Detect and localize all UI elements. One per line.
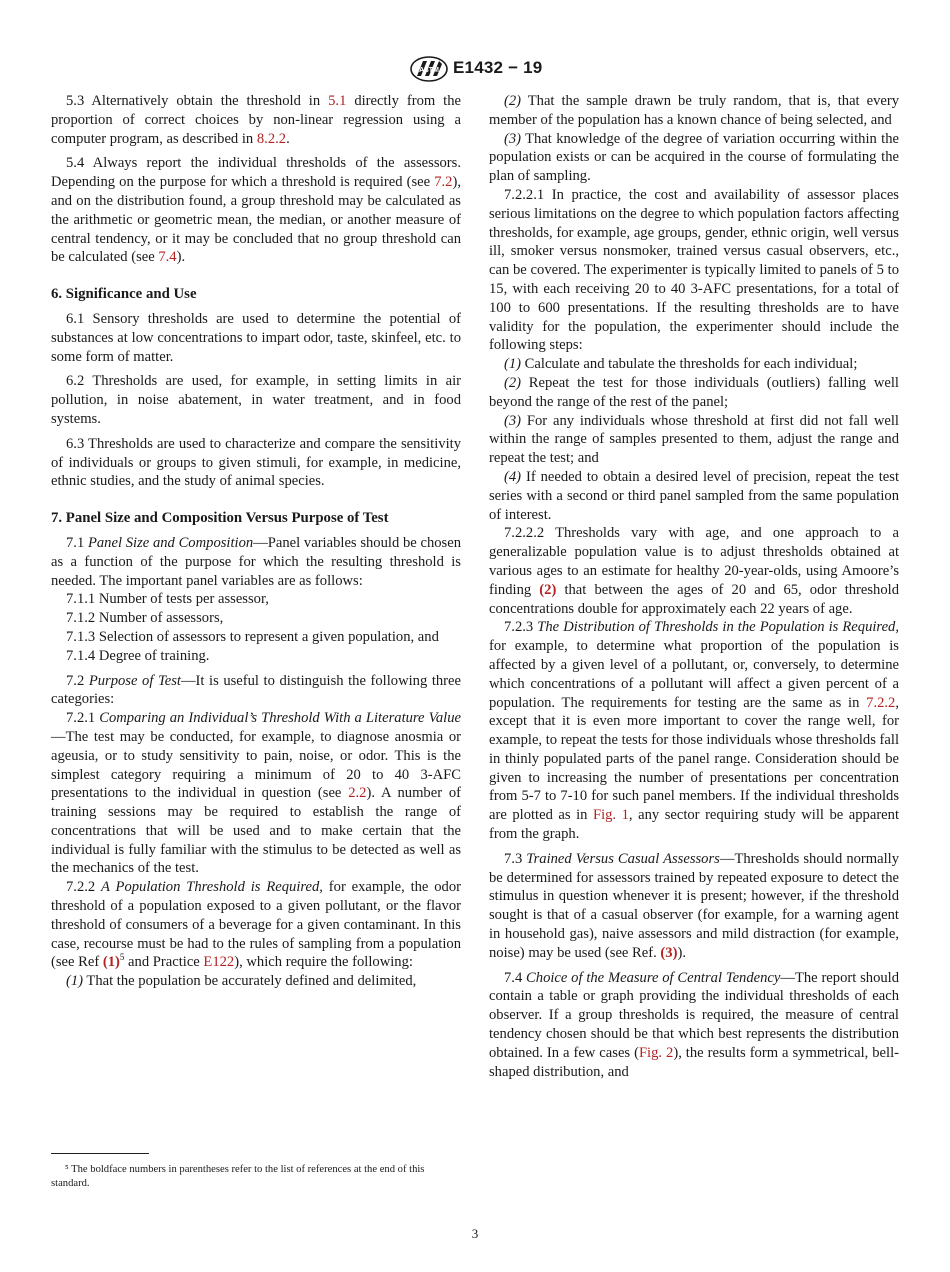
section-6-1: 6.1 Sensory thresholds are used to determine the potential of substances at low concentrations to impart odor, taste, skinfeel, etc. to some form of matter. (51, 310, 461, 365)
link-ref-3[interactable]: (3) (660, 944, 678, 961)
link-ref-1[interactable]: (1) (102, 954, 120, 971)
section-7-2-2-1: 7.2.2.1 In practice, the cost and availability of assessor places serious limitations on the degree to which population factors affecting thresholds, for example, age groups, gender, ethnic origin, well versus ill, smoker versus nonsmoker, trained versus casual observers, etc., can be covered. The experimenter is typically limited to panels of 5 to 15, with each receiving 20 to 40 3-AFC presentations, for a total of 100 to 600 presentations. If the resulting thresholds are to have validity for the population, the experimenter should include the following steps: (489, 186, 899, 354)
section-7-1: 7.1 Panel Size and Composition—Panel variables should be chosen as a function of the purpose for which the resulting threshold is needed. The important panel variables are as follows: (51, 534, 461, 589)
step-4: (4) If needed to obtain a desired level of precision, repeat the test series with a second or third panel sampled from the same population of interest. (489, 468, 899, 523)
section-7-1-1: 7.1.1 Number of tests per assessor, (66, 591, 269, 608)
section-7-3: 7.3 Trained Versus Casual Assessors—Thresholds should normally be determined for assessors trained by repeated exposure to detect the stimulus in question whenever it is present; however, if the threshold sought is that of a casual observer (for example, for a warning agent in household gas), naive assessors and mild distraction (for example, noise) may be used (see Ref. (3)). (489, 850, 900, 961)
step-1: (1) Calculate and tabulate the thresholds for each individual; (504, 356, 858, 373)
left-column (51, 92, 461, 991)
link-7-2[interactable]: 7.2 (434, 174, 453, 191)
section-7-2: 7.2 Purpose of Test—It is useful to distinguish the following three categories: (51, 672, 461, 708)
step-3: (3) For any individuals whose threshold at first did not fall well within the range of samples presented to them, adjust the range and repeat the test; and (489, 412, 899, 467)
section-7-1-3: 7.1.3 Selection of assessors to represent a given population, and (66, 628, 439, 645)
heading-section-7: 7. Panel Size and Composition Versus Purpose of Test (51, 510, 389, 527)
link-5-1[interactable]: 5.1 (328, 93, 347, 109)
link-2-2[interactable]: 2.2 (348, 785, 367, 802)
link-8-2-2[interactable]: 8.2.2 (256, 130, 287, 147)
page-header (0, 56, 950, 82)
page-number: 3 (471, 1226, 479, 1241)
section-7-2-1: 7.2.1 Comparing an Individual’s Threshold With a Literature Value—The test may be conducted, for example, to diagnose anosmia or ageusia, or to study sensitivity to pain, noise, or odor. This is the simplest category requiring a minimum of 20 to 40 3-AFC presentations to the individual in question (see 2.2). A number of training sessions may be required to establish the range of concentrations that will be used and to make certain that the individual is fully familiar with the stimulus to be detected as well as the mechanics of the test. (51, 710, 461, 877)
section-7-1-4: 7.1.4 Degree of training. (66, 647, 210, 664)
requirement-2: (2) That the sample drawn be truly random, that is, that every member of the population has a known chance of being selected, and (489, 93, 899, 128)
footnote-5: ⁵ The boldface numbers in parentheses refer to the list of references at the end of this standard. (51, 1164, 425, 1189)
section-7-2-3: 7.2.3 The Distribution of Thresholds in the Population is Required, for example, to determine what proportion of the population is affected by a given level of a pollutant, or, conversely, to determine which concentrations of a pollutant will affect a given percent of a population. The requirements for testing are the same as in 7.2.2, except that it is even more important to cover the range well, for example, to repeat the tests for those individuals whose thresholds fall in thinly populated parts of the panel range. Consideration should be given to increasing the number of presentations per concentration from 5-7 to 7-10 for such panel members. If the individual thresholds are plotted as in Fig. 1, any sector requiring study will be apparent from the graph. (489, 619, 900, 843)
section-7-1-2: 7.1.2 Number of assessors, (66, 610, 224, 627)
svg-text:ASTM: ASTM (419, 67, 439, 74)
heading-section-6: 6. Significance and Use (51, 286, 197, 303)
link-fig-1[interactable]: Fig. 1 (592, 807, 629, 824)
link-ref-2[interactable]: (2) (539, 581, 557, 598)
section-7-2-2: 7.2.2 A Population Threshold is Required, for example, the odor threshold of a population exposed to a given pollutant, or the flavor threshold of consumers of a beverage for a given contaminant. In this case, recourse must be had to the rules of sampling from a population (see Ref $(1)^5$ and Practice E122), which require the following: (51, 879, 461, 971)
section-7-4: 7.4 Choice of the Measure of Central Tendency—The report should contain a table or graph providing the individual thresholds of each observer. If a group thresholds is required, the measure of central tendency chosen should be that which best represents the distribution obtained. In a few cases (Fig. 2), the results form a symmetrical, bell-shaped distribution, and (489, 969, 900, 1080)
section-5-4: 5.4 Always report the individual thresholds of the assessors. Depending on the purpose for which a threshold is required (see 7.2), and on the distribution found, a group threshold may be calculated as the arithmetic or geometric mean, the median, or another measure of central tendency, or it may be concluded that no group threshold can be calculated (see 7.4). (51, 155, 461, 266)
section-5-3: 5.3 Alternatively obtain the threshold in 5.1 directly from the proportion of correct choices by non-linear regression using a computer program, as described in 8.2.2. (51, 93, 462, 147)
step-2: (2) Repeat the test for those individuals (outliers) falling well beyond the range of the rest of the panel; (489, 374, 899, 410)
link-7-2-2[interactable]: 7.2.2 (866, 694, 896, 711)
footnote-marker: 5 (119, 952, 125, 963)
astm-logo-icon (409, 56, 449, 82)
link-7-4[interactable]: 7.4 (158, 249, 177, 266)
link-fig-2[interactable]: Fig. 2 (638, 1044, 674, 1061)
section-7-2-2-2: 7.2.2.2 Thresholds vary with age, and one approach to a generalizable population value is to adjust thresholds obtained at various ages to an estimate for healthy 20-year-olds, using Amoore’s finding (2) that between the ages of 20 and 65, odor threshold concentrations double for approximately each 22 years of age. (489, 525, 900, 617)
section-6-3: 6.3 Thresholds are used to characterize and compare the sensitivity of individuals or groups to given stimuli, for example, in medicine, ethnic studies, and the study of animal species. (51, 435, 461, 490)
requirement-3: (3) That knowledge of the degree of variation occurring within the population exists or can be acquired in the course of formulating the plan of sampling. (489, 130, 899, 185)
footnote-rule (51, 1153, 149, 1154)
section-6-2: 6.2 Thresholds are used, for example, in setting limits in air pollution, in noise abatement, in water treatment, and in food systems. (51, 373, 461, 427)
right-column (489, 92, 899, 1081)
document-id: E1432 − 19 (453, 58, 543, 77)
requirement-1: (1) That the population be accurately defined and delimited, (66, 973, 417, 990)
link-e122[interactable]: E122 (203, 954, 235, 971)
